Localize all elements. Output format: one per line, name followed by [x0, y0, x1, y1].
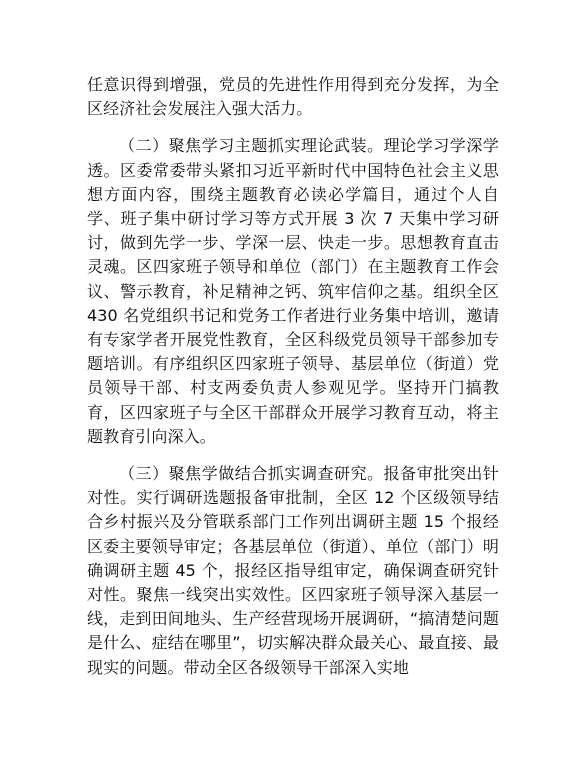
paragraph-3: （三）聚焦学做结合抓实调查研究。报备审批突出针对性。实行调研选题报备审批制，全区 12 个区级领导结合乡村振兴及分管联系部门工作列出调研主题 15 个报经区委主要领导审定；各基层单位（街道）、单位（部门）明确调研主题 45 个，报经区指导组审定，确保调查研究针对性。聚焦一线突出实效性。区四家班子领导深入基层一线，走到田间地头、生产经营现场开展调研，“搞清楚问题是什么、症结在哪里”，切实解决群众最关心、最直接、最现实的问题。带动全区各级领导干部深入实地 [87, 464, 499, 677]
paragraph-2: （二）聚焦学习主题抓实理论武装。理论学习学深学透。区委常委带头紧扣习近平新时代中国特色社会主义思想方面内容，围绕主题教育必读必学篇目，通过个人自学、班子集中研讨学习等方式开展 3 次 7 天集中学习研讨，做到先学一步、学深一层、快走一步。思想教育直击灵魂。区四家班子领导和单位（部门）在主题教育工作会议、警示教育，补足精神之钙、筑牢信仰之基。组织全区 430 名党组织书记和党务工作者进行业务集中培训，邀请有专家学者开展党性教育，全区科级党员领导干部参加专题培训。有序组织区四家班子领导、基层单位（街道）党员领导干部、村支两委负责人参观见学。坚持开门搞教育，区四家班子与全区干部群众开展学习教育互动，将主题教育引向深入。 [87, 136, 499, 446]
document-body [87, 73, 499, 680]
paragraph-1: 任意识得到增强，党员的先进性作用得到充分发挥，为全区经济社会发展注入强大活力。 [87, 75, 499, 119]
